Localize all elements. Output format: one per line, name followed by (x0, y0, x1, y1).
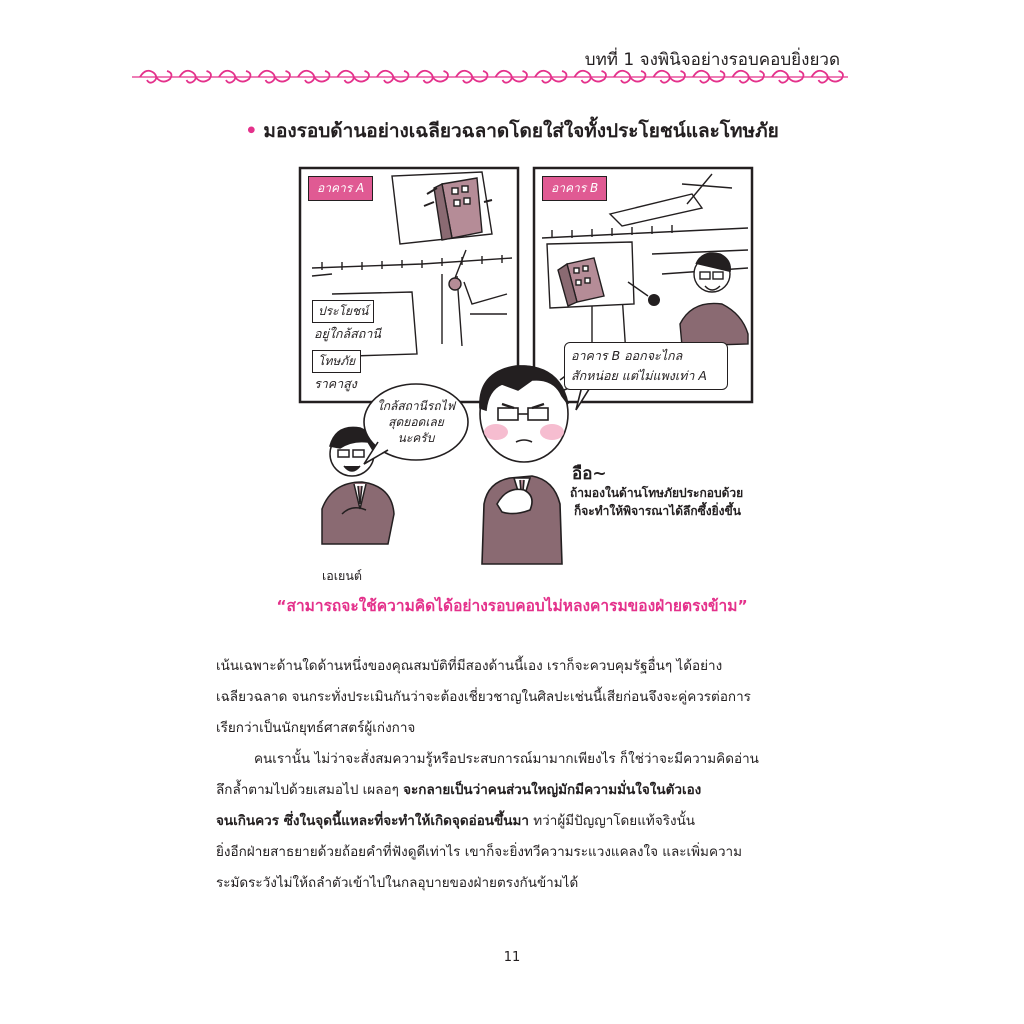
p2-line3-normal: ทว่าผู้มีปัญญาโดยแท้จริงนั้น (528, 813, 696, 829)
section-heading-text: มองรอบด้านอย่างเฉลียวฉลาดโดยใส่ใจทั้งประโยชน์และโทษภัย (263, 120, 779, 142)
panel-b-label: อาคาร B (542, 176, 607, 201)
heading-bullet-icon: • (245, 120, 258, 142)
section-heading (0, 116, 1024, 146)
manga-illustration (292, 164, 772, 584)
panel-a-label: อาคาร A (308, 176, 373, 201)
p1-line3: เรียกว่าเป็นนักยุทธ์ศาสตร์ผู้เก่งกาจ (216, 720, 416, 736)
p2-line3 (216, 806, 832, 837)
p1-line1: เน้นเฉพาะด้านใดด้านหนึ่งของคุณสมบัติที่มีสองด้านนี้เอง เราก็จะควบคุมรัฐอื่นๆ ได้อย่าง (216, 658, 723, 674)
agent-bubble-line2: สุดยอดเลย (388, 415, 444, 429)
panel-b-caption (564, 342, 728, 390)
risk-text: ราคาสูง (314, 376, 357, 391)
risk-tag: โทษภัย (312, 350, 361, 373)
p2-line2-normal: ลึกล้ำตามไปด้วยเสมอไป เผลอๆ (216, 782, 404, 798)
cloud-ornament-border (132, 64, 848, 90)
p2-line2 (216, 775, 832, 806)
chapter-header: บทที่ 1 จงพินิจอย่างรอบคอบยิ่งยวด (584, 50, 840, 70)
agent-speech-bubble (366, 398, 466, 446)
benefit-tag: ประโยชน์ (312, 300, 374, 323)
p2-line1: คนเรานั้น ไม่ว่าจะสั่งสมความรู้หรือประสบการณ์มามากเพียงไร ก็ใช่ว่าจะมีความคิดอ่าน (254, 751, 759, 767)
panel-b-caption-line2: สักหน่อย แต่ไม่แพงเท่า A (571, 368, 707, 383)
thinking-line1: ถ้ามองในด้านโทษภัยประกอบด้วย (570, 486, 744, 500)
p2-line4: ยิ่งอีกฝ่ายสาธยายด้วยถ้อยคำที่ฟังดูดีเท่าไร เขาก็จะยิ่งทวีความระแวงแคลงใจ และเพิ่มความ (216, 844, 743, 860)
highlight-quote: “สามารถจะใช้ความคิดได้อย่างรอบคอบไม่หลงคารมของฝ่ายตรงข้าม” (276, 597, 748, 615)
paragraph-2 (216, 744, 832, 899)
agent-bubble-line1: ใกล้สถานีรถไฟ (376, 399, 456, 413)
thinking-line2: ก็จะทำให้พิจารณาได้ลึกซึ้งยิ่งขึ้น (574, 504, 741, 518)
p1-line2: เฉลียวฉลาด จนกระทั่งประเมินกันว่าจะต้องเชี่ยวชาญในศิลปะเช่นนี้เสียก่อนจึงจะคู่ควรต่อการ (216, 689, 751, 705)
agent-bubble-line3: นะครับ (397, 431, 435, 445)
thinking-exclaim: อือ~ (572, 464, 607, 484)
p2-line3-bold: จนเกินควร ซึ่งในจุดนี้แหละที่จะทำให้เกิดจุดอ่อนขึ้นมา (216, 813, 529, 829)
panel-b-caption-line1: อาคาร B ออกจะไกล (571, 348, 683, 363)
p2-line2-bold: จะกลายเป็นว่าคนส่วนใหญ่มักมีความมั่นใจในตัวเอง (403, 782, 702, 798)
p2-line5: ระมัดระวังไม่ให้ถลำตัวเข้าไปในกลอุบายของฝ่ายตรงกันข้ามได้ (216, 875, 579, 891)
agent-label: เอเยนต์ (322, 568, 363, 583)
paragraph-1 (216, 651, 832, 744)
benefit-text: อยู่ใกล้สถานี (314, 326, 381, 341)
page-number: 11 (503, 950, 521, 965)
